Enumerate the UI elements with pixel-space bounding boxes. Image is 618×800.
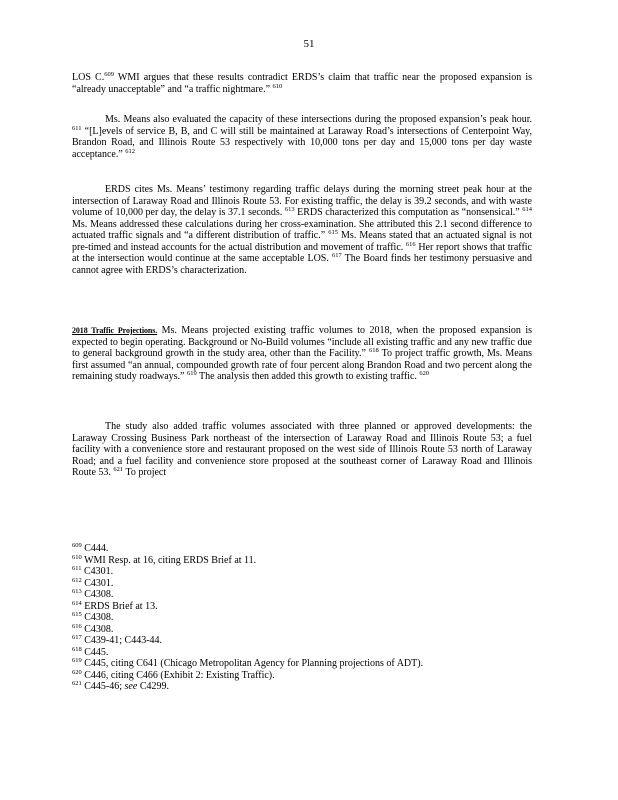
footnote-number: 615 [72,611,82,618]
footnote-text: C445-46; [81,681,125,692]
p3-text-g: The Board finds her testimony persuasive and cannot agree with ERDS’s characterization. [72,253,532,276]
footnote [72,612,532,624]
page-number: 51 [303,38,315,50]
paragraph-1 [72,72,532,95]
footnote-text: C444. [81,543,109,554]
footnote [72,681,532,693]
p1-text-a: LOS C. [72,72,105,83]
footnote [72,635,532,647]
footnote-number: 609 [72,542,82,549]
p3-text-a: ERDS cites Ms. Means’ testimony regarding traffic delays during the morning street peak hour at the intersection of Laraway Road and Illinois Route 53. For existing traffic, the delay is 39.2 seconds, and with waste volume of 10,000 per day, the delay is 37.1 seconds. [72,184,532,218]
footnote [72,601,532,613]
footnote-text-tail: C4299. [137,681,169,692]
footnote-text: C4301. [81,577,114,589]
footnote [72,670,532,682]
p4-text-b: To project traffic growth, Ms. Means first assumed “an annual, compounded growth rate of four percent along Brandon Road and two percent along the remaining study roadways.” [72,348,533,382]
p2-text-b: “[L]evels of service B, B, and C will still be maintained at Laraway Road’s intersections of Centerpoint Way, Brandon Road, and Illinois Route 53 respectively with 10,000 tons per day and 15,000 tons per day waste acceptance.” [72,125,532,160]
p5-text-a: The study also added traffic volumes associated with three planned or approved developments: the Laraway Crossing Business Park northeast of the intersection of Laraway Road and Illinois Route 53; a fuel facility with a convenience store and restaurant proposed on the west side of Illinois Route 53 north of Laraway Road; and a fuel facility and convenience store proposed at the southeast corner of Laraway Road and Illinois Route 53. [72,421,532,478]
footnote [72,589,532,601]
footnote-number: 614 [72,599,82,607]
footnote-ref-609: 609 [104,71,114,78]
footnote [72,566,532,578]
footnote-signal-see: see [124,681,138,692]
footnote-ref-614: 614 [522,206,532,213]
p3-text-b: ERDS characterized this computation as “nonsensical.” [294,207,520,218]
footnote-text: C439-41; C443-44. [81,635,163,646]
footnote-text: C4301. [81,566,114,577]
p5-text-b: To project [123,467,167,478]
footnote-ref-611: 611 [72,124,82,132]
footnote-ref-621: 621 [113,466,124,473]
footnote-number: 613 [72,588,82,595]
paragraph-4 [72,325,532,383]
footnote-number: 612 [72,576,82,584]
footnote-number: 616 [72,622,82,630]
section-heading-2018-traffic-projections: 2018 Traffic Projections. [72,326,158,335]
footnote-number: 621 [72,680,82,687]
p4-text-a: Ms. Means projected existing traffic volumes to 2018, when the proposed expansion is expected to begin operating. Background or No-Build volumes “include all existing traffic and any new traffic due to general background growth in the study area, other than the Facility.” [72,325,532,359]
paragraph-3 [72,184,532,276]
footnote-ref-616: 616 [405,240,416,248]
footnote-number: 620 [72,668,82,676]
footnote-number: 610 [72,553,82,561]
footnote-text: C4308. [81,589,114,600]
footnote-text: WMI Resp. at 16, citing ERDS Brief at 11. [81,554,257,566]
p3-text-e: Her report shows that traffic at the intersection would continue at the same acceptable LOS. [72,241,532,264]
footnote [72,543,532,555]
footnote-text: C445, citing C641 (Chicago Metropolitan Agency for Planning projections of ADT). [81,658,424,669]
footnote-number: 619 [72,657,82,664]
footnote [72,647,532,659]
footnote-ref-618: 618 [368,347,379,354]
footnote [72,658,532,670]
footnote-ref-612: 612 [125,147,136,155]
footnote-text: C4308. [81,623,114,635]
footnote-ref-620: 620 [419,370,430,377]
p3-text-d: Ms. Means stated that an actuated signal is not pre-timed and instead accounts for the actual distribution and movement of traffic. [72,230,533,253]
footnote-ref-613: 613 [284,206,295,213]
p4-text-c: The analysis then added this growth to existing traffic. [196,371,417,382]
footnote-text: C4308. [81,612,114,623]
footnote-text: C445. [81,646,109,658]
footnote-ref-619: 619 [186,370,197,377]
p1-text-b: WMI argues that these results contradict ERDS’s claim that traffic near the proposed expansion is “already unacceptable” and “a traffic nightmare.” [72,72,532,95]
footnote-ref-615: 615 [328,229,338,236]
footnote [72,624,532,636]
paragraph-2 [72,114,532,160]
p3-text-c: Ms. Means addressed these calculations during her cross-examination. She attributed this 2.1 second difference to actuated traffic signals and “a different distribution of traffic.” [72,218,532,241]
footnote-number: 611 [72,565,82,572]
footnote-number: 618 [72,645,82,653]
paragraph-5 [72,421,532,479]
footnotes [72,543,532,693]
footnote [72,555,532,567]
footnote-text: C446, citing C466 (Exhibit 2: Existing Traffic). [81,669,275,681]
p2-text-a: Ms. Means also evaluated the capacity of these intersections during the proposed expansion’s peak hour. [105,114,532,125]
footnote-ref-610: 610 [272,82,283,90]
footnote [72,578,532,590]
footnote-number: 617 [72,634,82,641]
footnote-text: ERDS Brief at 13. [81,600,158,612]
footnote-ref-617: 617 [331,252,342,259]
